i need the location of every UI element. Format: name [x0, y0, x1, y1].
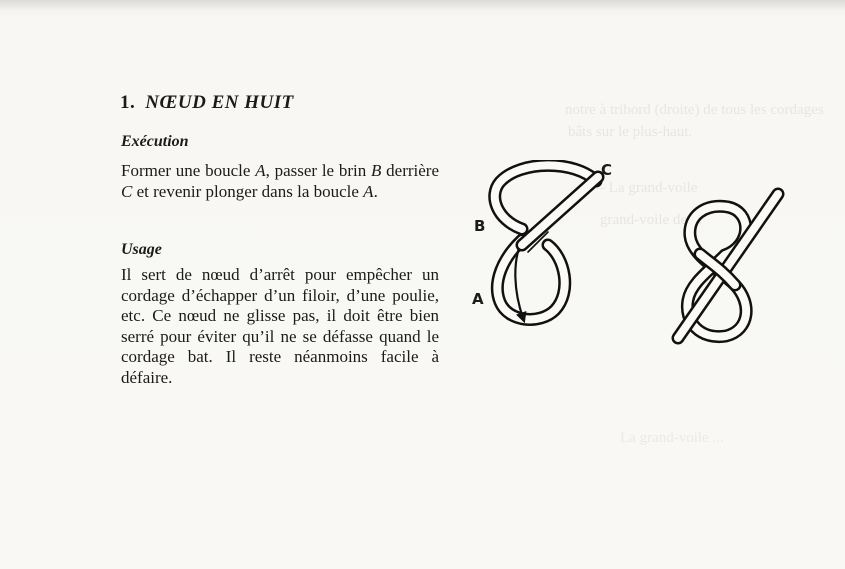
knot-diagram-right — [678, 194, 778, 338]
section-number: 1. — [120, 92, 136, 113]
execution-text: Former une boucle A, passer le brin B derrière C et revenir plonger dans la boucle A. — [121, 161, 440, 201]
bleed-through-line: grand-voile de ... — [600, 212, 703, 228]
bleed-through-line: notre à tribord (droite) de tous les cordages — [565, 102, 824, 118]
usage-text: Il sert de nœud d’arrêt pour empêcher un cordage d’échapper d’un filoir, d’une poulie, etc. Ce nœud ne glisse pas, il doit être bien serré pour éviter qu’il ne se défasse quand le cordage bat. Il reste néanmoins facile à défaire. — [121, 265, 439, 387]
bleed-through-line: — La grand-voile — [590, 180, 698, 196]
bleed-through-line: La grand-voile ... — [620, 430, 724, 446]
section-title: NŒUD EN HUIT — [145, 92, 294, 113]
usage-heading: Usage — [121, 241, 162, 258]
knot-diagram-left — [495, 165, 598, 319]
figure-eight-knot-illustration — [465, 160, 795, 360]
execution-heading: Exécution — [121, 133, 189, 150]
label-a: A — [472, 290, 484, 308]
bleed-through-line: bâts sur le plus-haut. — [568, 124, 693, 140]
section-heading — [120, 92, 294, 114]
label-b: B — [474, 217, 486, 235]
page-top-edge — [0, 0, 845, 10]
label-c: C — [601, 161, 613, 179]
